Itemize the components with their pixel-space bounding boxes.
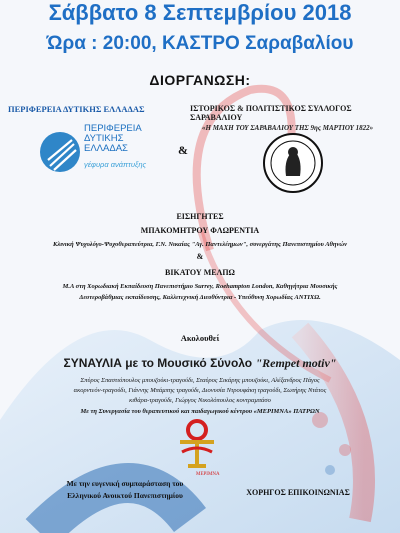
association-medallion-icon	[262, 132, 324, 194]
members-line1: Σπύρος Σπαστιόπουλος μπουζούκι-τραγούδι, Σταύρος Σικάρης μπουζούκι, Αλέξανδρος Πάγος	[80, 377, 320, 384]
concert-label: ΣΥΝΑΥΛΙΑ με το Μουσικό Σύνολο	[63, 356, 253, 370]
region-logo-text: ΠΕΡΙΦΕΡΕΙΑ ΔΥΤΙΚΗΣ ΕΛΛΑΔΑΣ	[84, 123, 142, 154]
cooperation-line: Με τη Συνεργασία του θεραπευτικού και παιδαγωγικού κέντρου «ΜΕΡΙΜΝΑ» ΠΑΤΡΩΝ	[80, 408, 320, 415]
support-text	[30, 478, 220, 502]
ensemble-name: "Rempet motiv"	[255, 356, 337, 370]
speakers-heading: ΕΙΣΗΓΗΤΕΣ	[176, 212, 224, 221]
speaker1-description: Κλινική Ψυχολόγο-Ψυχοθεραπεύτρια, Γ.Ν. Νικαίας "Αγ. Παντελέημων", συνεργάτης Πανεπιστημίου Αθηνών	[53, 241, 347, 248]
speaker2-name: ΒΙΚΑΤΟΥ ΜΕΛΠΩ	[165, 268, 235, 277]
organizer-right-name: ΙΣΤΟΡΙΚΟΣ & ΠΟΛΙΤΙΣΤΙΚΟΣ ΣΥΛΛΟΓΟΣ ΣΑΡΑΒΑΛΙΟΥ	[190, 104, 352, 122]
followed-label: Ακολουθεί	[180, 333, 220, 343]
merimna-logo	[172, 414, 222, 474]
event-time-place: Ώρα : 20:00, ΚΑΣΤΡΟ Σαραβαλίου	[46, 33, 354, 54]
support-line2: Ελληνικού Ανοικτού Πανεπιστημίου	[67, 491, 183, 500]
ampersand-speakers: &	[196, 252, 204, 261]
concert-title	[0, 356, 400, 371]
speaker2-description-line1: Μ.Α στη Χορωδιακή Εκπαίδευση Πανεπιστήμιο Surrey, Roehampton London, Καθηγήτρια Μουσικής	[62, 283, 338, 290]
organizers-heading: ΔΙΟΡΓΑΝΩΣΗ:	[149, 72, 251, 88]
speaker2-description-line2: Δευτεροβάθμιας εκπαίδευσης, Καλλιτεχνική Διευθύντρια - Υπεύθυνη Χορωδίας ΑΝΤΙΧΩ.	[79, 294, 321, 301]
merimna-caption: ΜΕΡΙΜΝΑ	[196, 472, 220, 477]
organizer-left-name: ΠΕΡΙΦΕΡΕΙΑ ΔΥΤΙΚΗΣ ΕΛΛΑΔΑΣ	[8, 104, 145, 114]
ampersand-organizers: &	[178, 143, 188, 157]
members-line3: κιθάρα-τραγούδι, Γιώργος Νικολόπουλος κοντραμπάσο	[129, 397, 271, 404]
event-date-title: Σάββατο 8 Σεπτεμβρίου 2018	[48, 0, 352, 25]
members-line2: ακορντεόν-τραγούδι, Γιάννης Μπάμπης τραγούδι, Διονυσία Ντρουφάκη τραγούδι, Σωτήρης Ντάτος	[73, 387, 327, 394]
speaker1-name: ΜΠΑΚΟΜΗΤΡΟΥ ΦΛΩΡΕΝΤΙΑ	[140, 226, 260, 235]
region-logo-slogan: γέφυρα ανάπτυξης	[84, 160, 147, 169]
support-line1: Με την ευγενική συμπαράσταση του	[66, 479, 184, 488]
sponsor-label: ΧΟΡΗΓΟΣ ΕΠΙΚΟΙΝΩΝΙΑΣ	[246, 488, 350, 497]
organizer-right-subtitle: «Η ΜΑΧΗ ΤΟΥ ΣΑΡΑΒΑΛΙΟΥ ΤΗΣ 9ης ΜΑΡΤΙΟΥ 1822»	[202, 124, 374, 132]
